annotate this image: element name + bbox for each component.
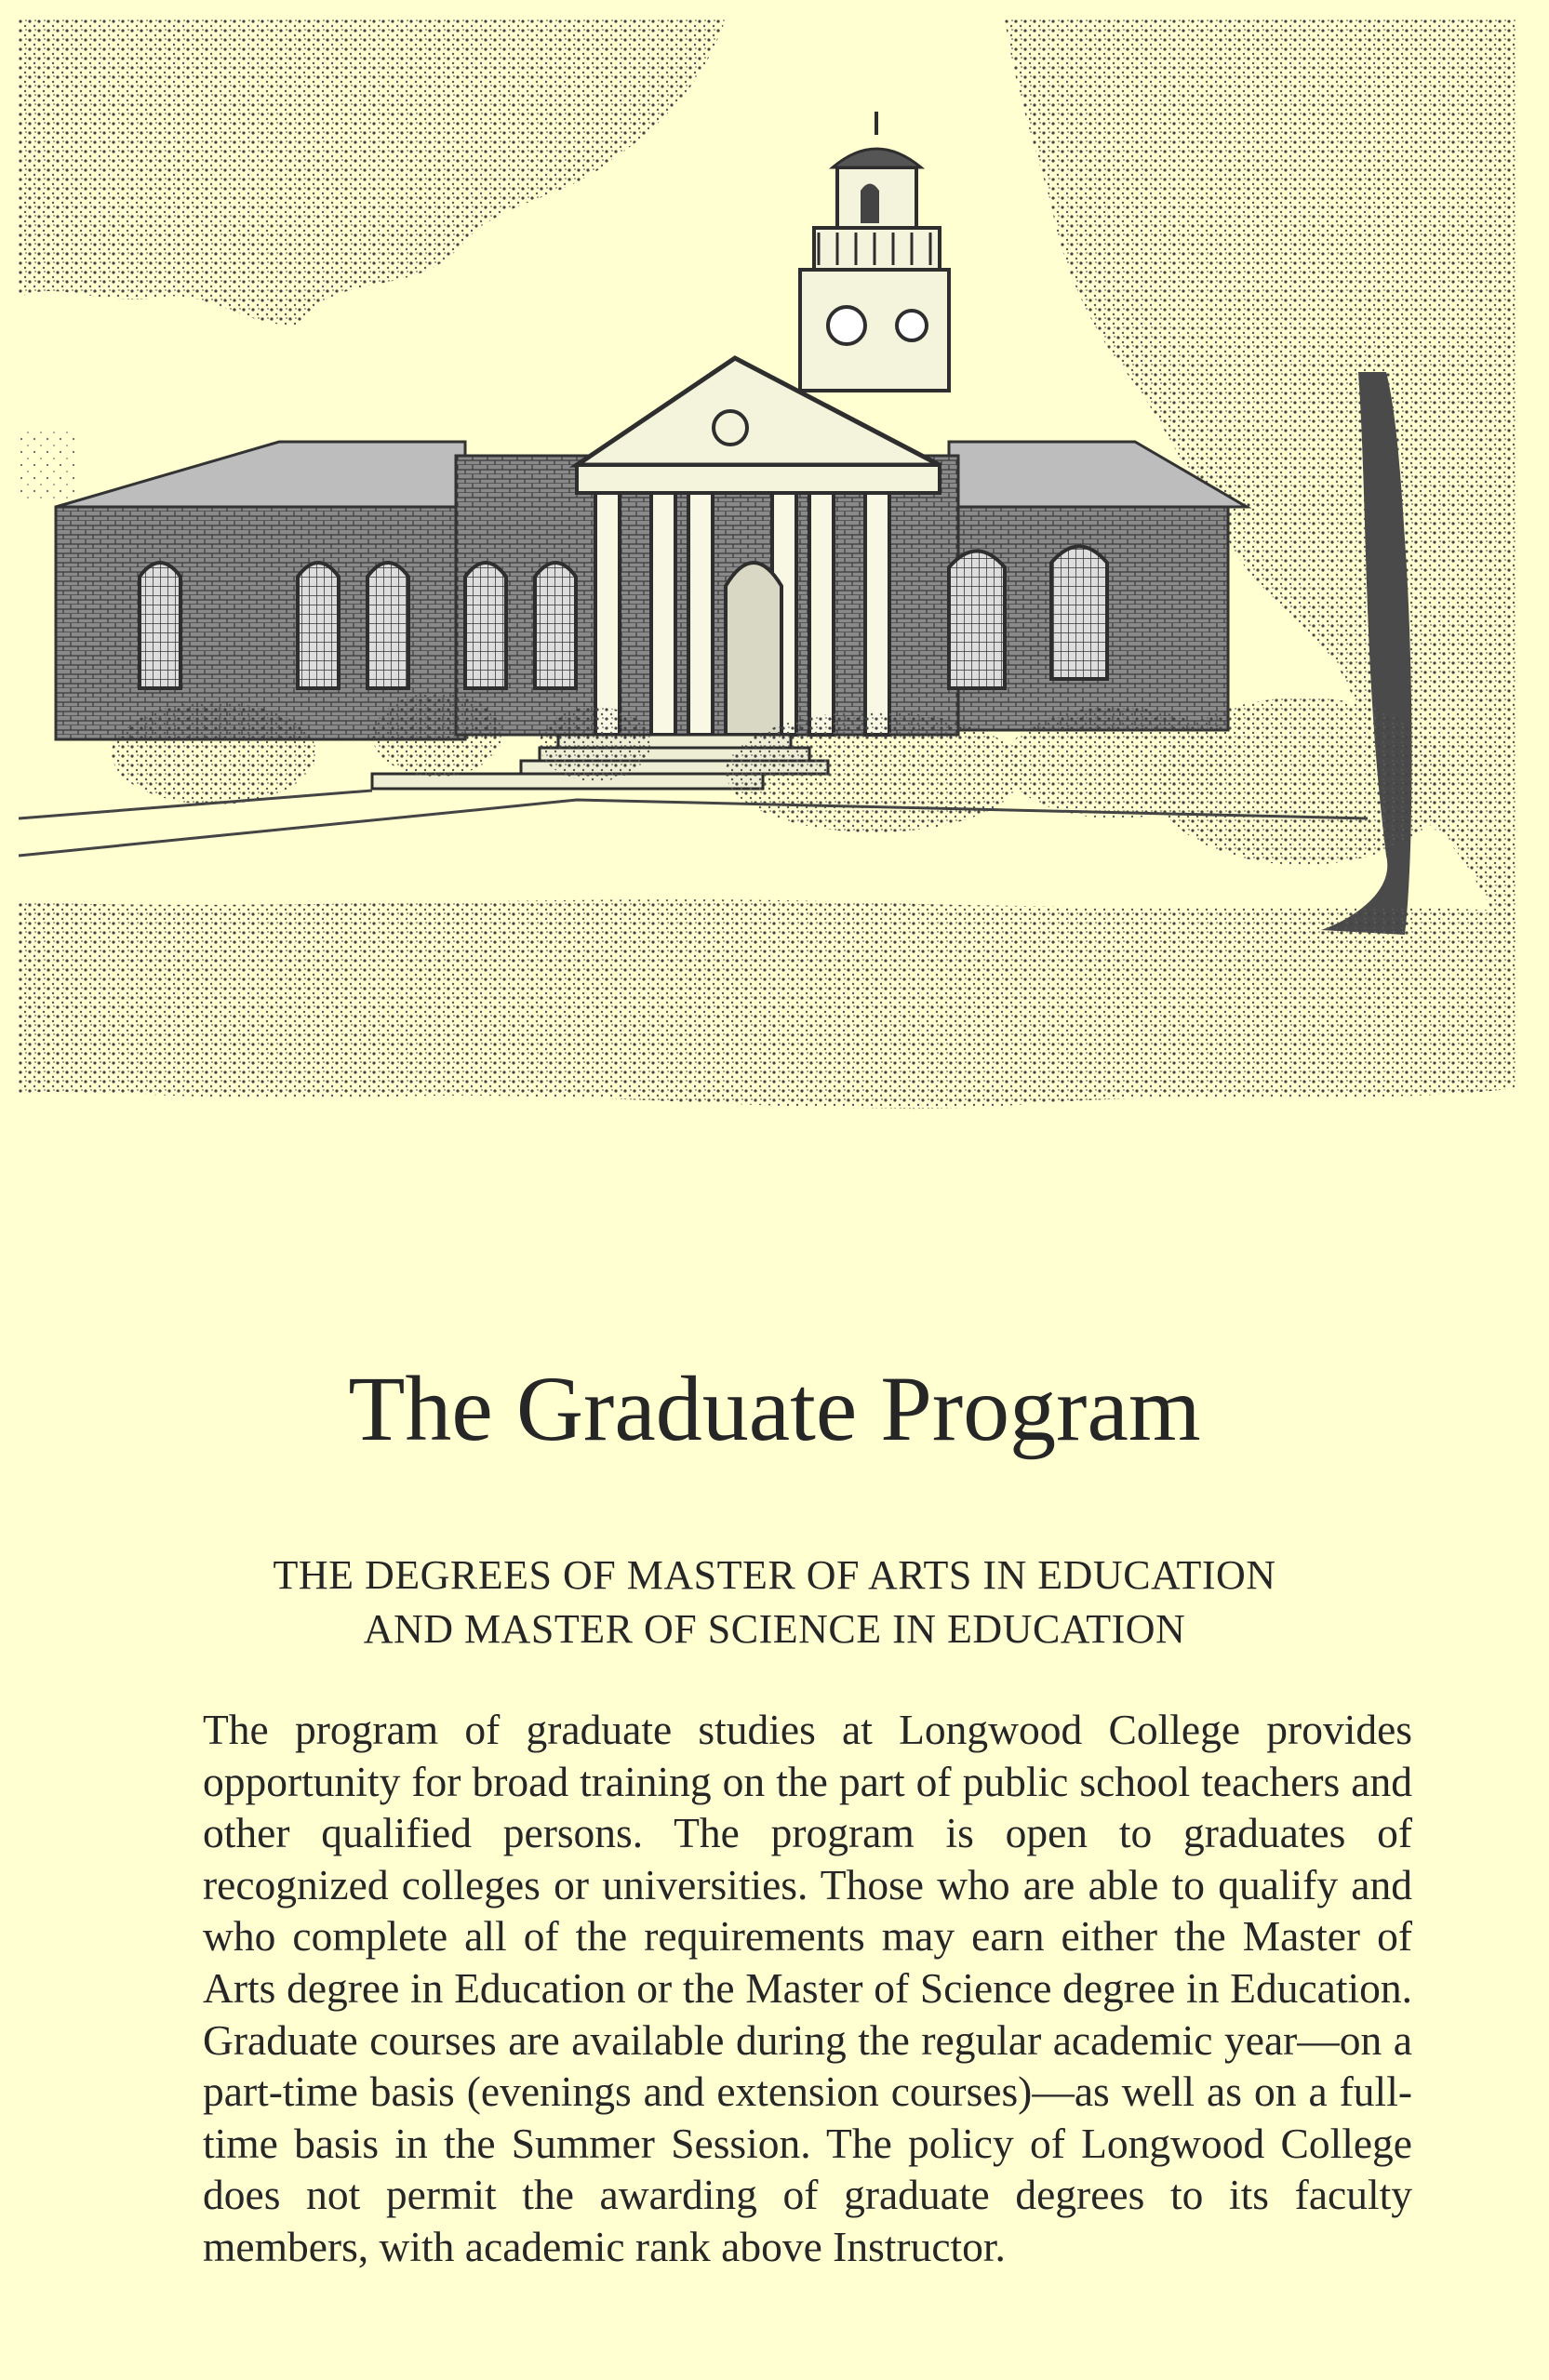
subtitle-line-2: AND MASTER OF SCIENCE IN EDUCATION — [363, 1606, 1186, 1652]
left-tree-foliage — [19, 19, 726, 326]
page-subtitle — [0, 1549, 1549, 1656]
page-title: The Graduate Program — [348, 1357, 1201, 1460]
lawn — [19, 899, 1516, 1109]
campus-building-illustration — [19, 19, 1516, 1135]
body-paragraph: The program of graduate studies at Longwood College provides opportunity for broad training on the part of public school teachers and other qualified persons. The program is open to graduates of recognized colleges or universities. Those who are able to qualify and who complete all of the requirements may earn either the Master of Arts degree in Education or the Master of Science degree in Education. Graduate courses are available during the regular academic year—on a part-time basis (evenings and extension courses)—as well as on a full-time basis in the Summer Session. The policy of Longwood College does not permit the awarding of graduate degrees to its faculty members, with academic rank above Instructor. — [203, 1706, 1412, 2270]
subtitle-line-1: THE DEGREES OF MASTER OF ARTS IN EDUCATION — [273, 1552, 1276, 1598]
clock-tower — [800, 112, 949, 391]
